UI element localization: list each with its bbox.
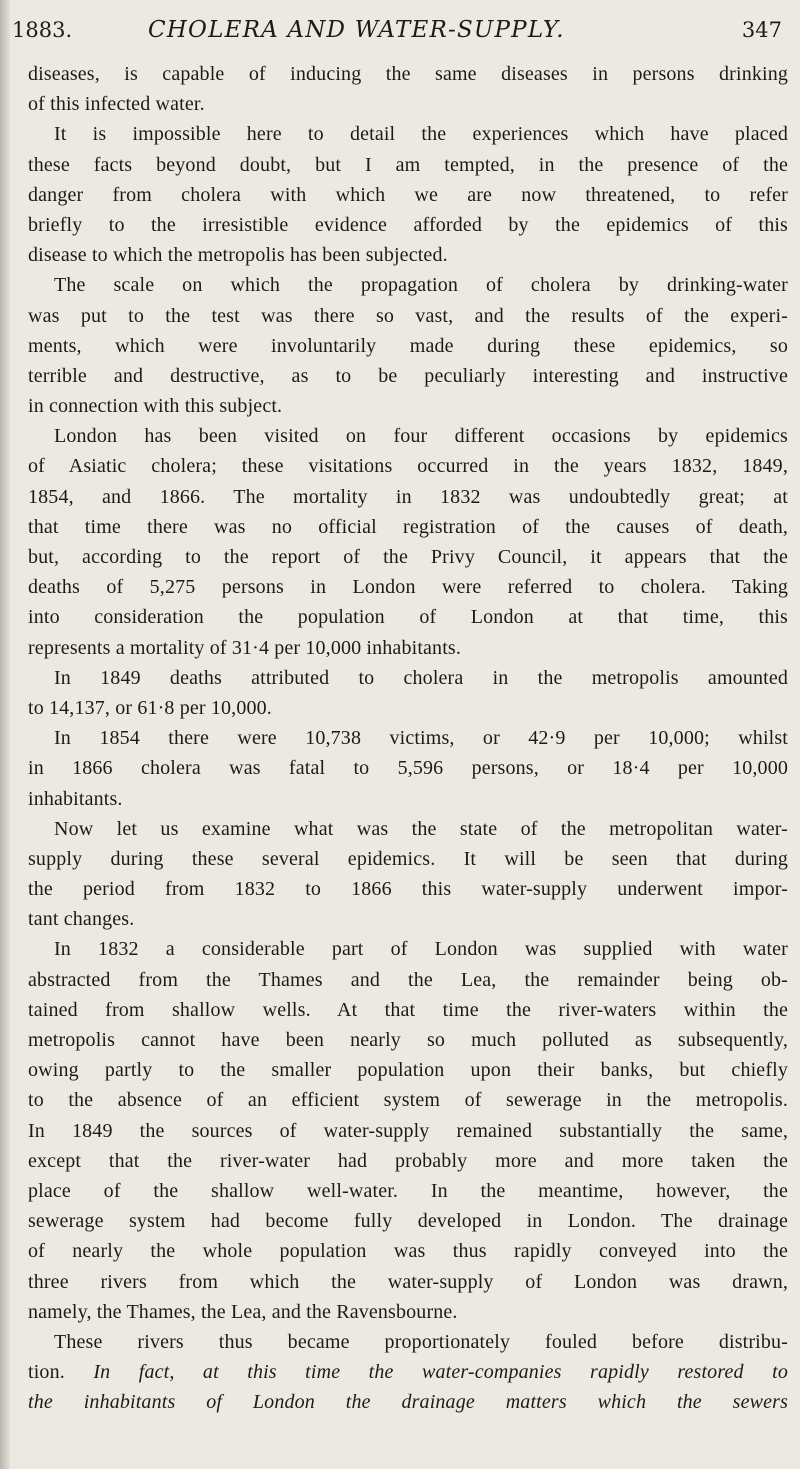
text-line: of Asiatic cholera; these visitations occurred in the years 1832, 1849, [28, 455, 788, 478]
text-line-mixed [28, 1357, 788, 1387]
text-line: briefly to the irresistible evidence afforded by the epidemics of this [28, 213, 788, 236]
text-line: tant changes. [28, 908, 135, 931]
text-line: deaths of 5,275 persons in London were referred to cholera. Taking [28, 576, 788, 599]
text-line: 1854, and 1866. The mortality in 1832 was undoubtedly great; at [28, 485, 788, 508]
text-line: in 1866 cholera was fatal to 5,596 persons, or 18·4 per 10,000 [28, 757, 788, 780]
text-line: the period from 1832 to 1866 this water-supply underwent impor- [28, 878, 788, 901]
text-line: In 1854 there were 10,738 victims, or 42·9 per 10,000; whilst [54, 727, 788, 750]
text-line: diseases, is capable of inducing the same diseases in persons drinking [28, 63, 788, 85]
text-line: the inhabitants of London the drainage matters which the sewers [28, 1391, 788, 1414]
text-roman: tion. [28, 1361, 94, 1384]
header-year: 1883. [12, 18, 73, 42]
text-line: represents a mortality of 31·4 per 10,000 inhabitants. [28, 636, 461, 659]
page-number: 347 [741, 18, 782, 42]
page-gutter-shadow [0, 0, 10, 1469]
text-line: into consideration the population of London at that time, this [28, 606, 788, 629]
text-line: sewerage system had become fully developed in London. The drainage [28, 1210, 788, 1233]
text-line: terrible and destructive, as to be peculiarly interesting and instructive [28, 364, 788, 387]
text-line: tained from shallow wells. At that time the river-waters within the [28, 998, 788, 1021]
text-line: these facts beyond doubt, but I am tempted, in the presence of the [28, 153, 788, 176]
text-line: These rivers thus became proportionately fouled before distribu- [54, 1330, 788, 1353]
text-line: was put to the test was there so vast, and the results of the experi- [28, 304, 788, 327]
text-line: metropolis cannot have been nearly so much polluted as subsequently, [28, 1029, 788, 1051]
text-line: London has been visited on four different occasions by epidemics [54, 425, 788, 448]
text-line: inhabitants. [28, 787, 123, 810]
text-line: namely, the Thames, the Lea, and the Ravensbourne. [28, 1300, 458, 1323]
text-line: In 1849 the sources of water-supply remained substantially the same, [28, 1119, 788, 1142]
text-line: In 1832 a considerable part of London was supplied with water [54, 938, 788, 961]
text-line: abstracted from the Thames and the Lea, the remainder being ob- [28, 968, 788, 991]
text-line: supply during these several epidemics. It will be seen that during [28, 847, 788, 870]
text-line: but, according to the report of the Privy Council, it appears that the [28, 546, 788, 568]
text-line: Now let us examine what was the state of the metropolitan water- [54, 817, 788, 840]
running-title: CHOLERA AND WATER-SUPPLY. [148, 17, 565, 43]
text-line: three rivers from which the water-supply of London was drawn, [28, 1270, 788, 1293]
text-line: owing partly to the smaller population upon their banks, but chiefly [28, 1059, 788, 1082]
running-header [0, 10, 800, 50]
text-italic: In fact, at this time the water-companies rapidly restored to [93, 1361, 788, 1384]
body-text [28, 59, 788, 1417]
text-line: It is impossible here to detail the experiences which have placed [54, 123, 788, 146]
text-line: to 14,137, or 61·8 per 10,000. [28, 696, 272, 719]
text-line: except that the river-water had probably more and more taken the [28, 1149, 788, 1172]
text-line: in connection with this subject. [28, 395, 283, 418]
text-line: In 1849 deaths attributed to cholera in the metropolis amounted [54, 666, 788, 689]
text-line: place of the shallow well-water. In the meantime, however, the [28, 1179, 788, 1202]
text-line: disease to which the metropolis has been subjected. [28, 244, 448, 267]
text-line: to the absence of an efficient system of sewerage in the metropolis. [28, 1089, 788, 1112]
text-line: The scale on which the propagation of cholera by drinking-water [54, 274, 788, 297]
text-line: that time there was no official registration of the causes of death, [28, 515, 788, 538]
text-line: of nearly the whole population was thus rapidly conveyed into the [28, 1240, 788, 1263]
text-line: ments, which were involuntarily made during these epidemics, so [28, 334, 788, 357]
text-line: danger from cholera with which we are now threatened, to refer [28, 183, 788, 206]
text-line: of this infected water. [28, 93, 205, 116]
